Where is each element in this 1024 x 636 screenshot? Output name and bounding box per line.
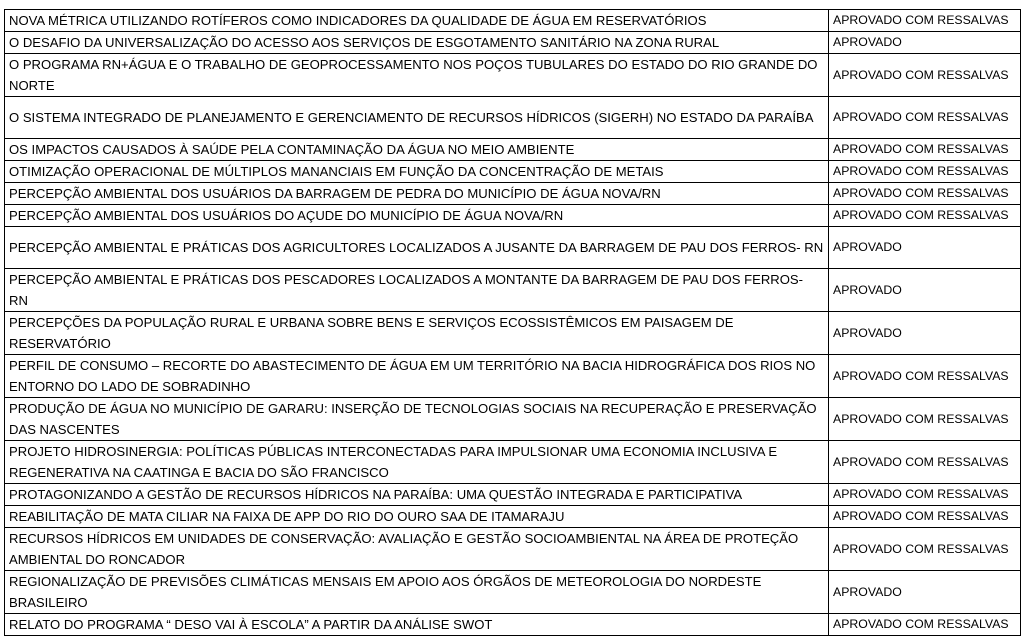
status-cell: APROVADO COM RESSALVAS bbox=[829, 398, 1021, 441]
paper-title-cell: O SISTEMA INTEGRADO DE PLANEJAMENTO E GERENCIAMENTO DE RECURSOS HÍDRICOS (SIGERH) NO ESTADO DA PARAÍBA bbox=[5, 97, 829, 139]
table-row bbox=[5, 161, 1021, 183]
paper-title-cell: PERCEPÇÃO AMBIENTAL DOS USUÁRIOS DO AÇUDE DO MUNICÍPIO DE ÁGUA NOVA/RN bbox=[5, 205, 829, 227]
results-table-body bbox=[5, 10, 1021, 636]
status-cell: APROVADO COM RESSALVAS bbox=[829, 205, 1021, 227]
table-row bbox=[5, 139, 1021, 161]
paper-title-cell: RECURSOS HÍDRICOS EM UNIDADES DE CONSERVAÇÃO: AVALIAÇÃO E GESTÃO SOCIOAMBIENTAL NA ÁREA DE PROTEÇÃO AMBIENTAL DO RONCADOR bbox=[5, 528, 829, 571]
paper-title-cell: PERCEPÇÃO AMBIENTAL E PRÁTICAS DOS AGRICULTORES LOCALIZADOS A JUSANTE DA BARRAGEM DE PAU DOS FERROS- RN bbox=[5, 227, 829, 269]
table-row bbox=[5, 571, 1021, 614]
status-cell: APROVADO COM RESSALVAS bbox=[829, 139, 1021, 161]
table-row bbox=[5, 614, 1021, 636]
paper-title-cell: REGIONALIZAÇÃO DE PREVISÕES CLIMÁTICAS MENSAIS EM APOIO AOS ÓRGÃOS DE METEOROLOGIA DO NORDESTE BRASILEIRO bbox=[5, 571, 829, 614]
table-row bbox=[5, 183, 1021, 205]
table-row bbox=[5, 312, 1021, 355]
table-row bbox=[5, 484, 1021, 506]
results-table bbox=[4, 9, 1021, 636]
status-cell: APROVADO COM RESSALVAS bbox=[829, 614, 1021, 636]
status-cell: APROVADO bbox=[829, 312, 1021, 355]
paper-title-cell: O DESAFIO DA UNIVERSALIZAÇÃO DO ACESSO AOS SERVIÇOS DE ESGOTAMENTO SANITÁRIO NA ZONA RURAL bbox=[5, 32, 829, 54]
paper-title-cell: OS IMPACTOS CAUSADOS À SAÚDE PELA CONTAMINAÇÃO DA ÁGUA NO MEIO AMBIENTE bbox=[5, 139, 829, 161]
table-row bbox=[5, 398, 1021, 441]
table-row bbox=[5, 32, 1021, 54]
table-row bbox=[5, 97, 1021, 139]
table-row bbox=[5, 528, 1021, 571]
status-cell: APROVADO bbox=[829, 32, 1021, 54]
status-cell: APROVADO COM RESSALVAS bbox=[829, 528, 1021, 571]
table-row bbox=[5, 355, 1021, 398]
table-row bbox=[5, 227, 1021, 269]
status-cell: APROVADO COM RESSALVAS bbox=[829, 441, 1021, 484]
paper-title-cell: PERCEPÇÃO AMBIENTAL DOS USUÁRIOS DA BARRAGEM DE PEDRA DO MUNICÍPIO DE ÁGUA NOVA/RN bbox=[5, 183, 829, 205]
status-cell: APROVADO bbox=[829, 269, 1021, 312]
paper-title-cell: PROJETO HIDROSINERGIA: POLÍTICAS PÚBLICAS INTERCONECTADAS PARA IMPULSIONAR UMA ECONOMIA INCLUSIVA E REGENERATIVA NA CAATINGA E BACIA DO SÃO FRANCISCO bbox=[5, 441, 829, 484]
paper-title-cell: PERCEPÇÃO AMBIENTAL E PRÁTICAS DOS PESCADORES LOCALIZADOS A MONTANTE DA BARRAGEM DE PAU DOS FERROS- RN bbox=[5, 269, 829, 312]
status-cell: APROVADO COM RESSALVAS bbox=[829, 183, 1021, 205]
paper-title-cell: NOVA MÉTRICA UTILIZANDO ROTÍFEROS COMO INDICADORES DA QUALIDADE DE ÁGUA EM RESERVATÓRIOS bbox=[5, 10, 829, 32]
status-cell: APROVADO COM RESSALVAS bbox=[829, 484, 1021, 506]
paper-title-cell: PRODUÇÃO DE ÁGUA NO MUNICÍPIO DE GARARU: INSERÇÃO DE TECNOLOGIAS SOCIAIS NA RECUPERAÇÃO E PRESERVAÇÃO DAS NASCENTES bbox=[5, 398, 829, 441]
table-row bbox=[5, 205, 1021, 227]
paper-title-cell: PROTAGONIZANDO A GESTÃO DE RECURSOS HÍDRICOS NA PARAÍBA: UMA QUESTÃO INTEGRADA E PARTICIPATIVA bbox=[5, 484, 829, 506]
table-row bbox=[5, 441, 1021, 484]
paper-title-cell: RELATO DO PROGRAMA “ DESO VAI À ESCOLA” A PARTIR DA ANÁLISE SWOT bbox=[5, 614, 829, 636]
table-row bbox=[5, 54, 1021, 97]
paper-title-cell: REABILITAÇÃO DE MATA CILIAR NA FAIXA DE APP DO RIO DO OURO SAA DE ITAMARAJU bbox=[5, 506, 829, 528]
paper-title-cell: PERFIL DE CONSUMO – RECORTE DO ABASTECIMENTO DE ÁGUA EM UM TERRITÓRIO NA BACIA HIDROGRÁFICA DOS RIOS NO ENTORNO DO LADO DE SOBRADINHO bbox=[5, 355, 829, 398]
status-cell: APROVADO COM RESSALVAS bbox=[829, 161, 1021, 183]
status-cell: APROVADO COM RESSALVAS bbox=[829, 506, 1021, 528]
paper-title-cell: PERCEPÇÕES DA POPULAÇÃO RURAL E URBANA SOBRE BENS E SERVIÇOS ECOSSISTÊMICOS EM PAISAGEM DE RESERVATÓRIO bbox=[5, 312, 829, 355]
status-cell: APROVADO bbox=[829, 227, 1021, 269]
status-cell: APROVADO bbox=[829, 571, 1021, 614]
status-cell: APROVADO COM RESSALVAS bbox=[829, 355, 1021, 398]
table-row bbox=[5, 10, 1021, 32]
status-cell: APROVADO COM RESSALVAS bbox=[829, 97, 1021, 139]
paper-title-cell: O PROGRAMA RN+ÁGUA E O TRABALHO DE GEOPROCESSAMENTO NOS POÇOS TUBULARES DO ESTADO DO RIO GRANDE DO NORTE bbox=[5, 54, 829, 97]
status-cell: APROVADO COM RESSALVAS bbox=[829, 10, 1021, 32]
paper-title-cell: OTIMIZAÇÃO OPERACIONAL DE MÚLTIPLOS MANANCIAIS EM FUNÇÃO DA CONCENTRAÇÃO DE METAIS bbox=[5, 161, 829, 183]
status-cell: APROVADO COM RESSALVAS bbox=[829, 54, 1021, 97]
table-row bbox=[5, 506, 1021, 528]
table-row bbox=[5, 269, 1021, 312]
